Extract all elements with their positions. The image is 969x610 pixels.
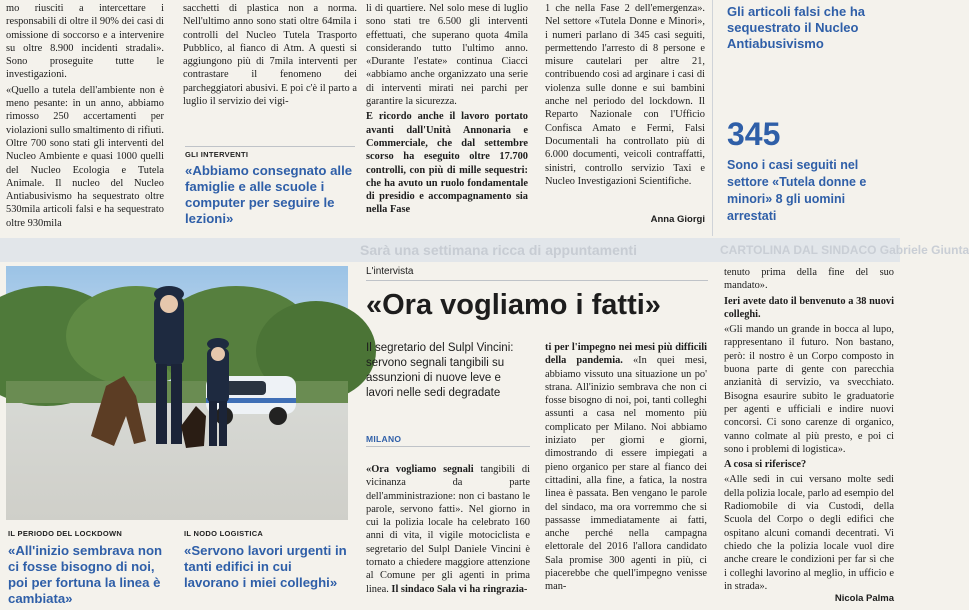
interview-col-b xyxy=(545,341,707,594)
top-col3-para-2: E ricordo anche il lavoro portato avanti dall'Unità Annonaria e Commerciale, che dal settembre scorso ha eseguito oltre 17.700 controlli, con più di mille sequestri: che ha avuto un ruolo fondamentale di presidio e accompagnamento sia nella Fase xyxy=(366,111,528,216)
article-photo xyxy=(6,266,348,520)
location-rule xyxy=(366,446,530,447)
top-col2-rule xyxy=(185,146,355,147)
top-col-3 xyxy=(366,2,528,219)
col-b-body: «In quei mesi, abbiamo vissuto una situazione un po' strana. All'inizio sembrava che non ci fosse bisogno di noi, poi, tanti colleghi assunti a casa nel momento più complicato per Milano. Noi abbiamo iniziato per giorni e giorni, dimostrando di essere impiegati a pieno organico per stare al fianco dei cittadini, alla fine, a fatica, la nostra linea è passata. Ben vengano le parole del sindaco, ma ora vorremmo che si passasse immediatamente ai fatti, anche perché nella campagna elettorale del 2016 l'allora candidato Sala promise 300 agenti in più, ci piacerebbe che quell'impegno venisse man- xyxy=(545,355,707,593)
answer-1: «Gli mando un grande in bocca al lupo, rappresentano il futuro. Non bastano, però: il nostro è un Corpo composto in buona parte di gente con parecchia anzianità di servizio, va svecchiato. Bisogna esaurire subito le graduatorie per agenti e ufficiali e indire nuovi concorsi. Ci sono carenze di organico, vanno colmate al più presto, e poi ci sono i problemi di logistica». xyxy=(724,324,894,455)
stats-box xyxy=(712,0,901,236)
strip-right-text: CARTOLINA DAL SINDACO Gabriele Giunta xyxy=(720,243,969,257)
answer-2: «Alle sedi in cui versano molte sedi della polizia locale, parlo ad esempio del Radiomobile di via Custodi, della Scuola del Corpo o degli edifici che ospitano alcuni comandi decentrati. Vi chiedo che la polizia locale vuol dire anche creare le condizioni per far sì che i colleghi lavorino al meglio, in ufficio e in strada». xyxy=(724,474,894,592)
top-col2-text: sacchetti di plastica non a norma. Nell'ultimo anno sono stati oltre 64mila i controlli del Nucleo Tutela Trasporto Pubblico, al fianco di Atm. A questi si aggiungono più di 7mila interventi per contrastare il fenomeno dei parcheggiatori abusivi. E poi c'è il parto a luglio il servizio dei vigi- xyxy=(183,3,357,108)
stats-box-title: Gli articoli falsi che ha sequestrato il Nucleo Antiabusivismo xyxy=(727,4,865,51)
article-deck: Il segretario del Sulpl Vincini: servono segnali tangibili su assunzioni di nuove leve e lavori nelle sedi degradate xyxy=(366,342,514,399)
col-a-end: Il sindaco Sala vi ha ringrazia- xyxy=(391,583,528,595)
caption-left-pull: «All'inizio sembrava non ci fosse bisogno di noi, poi per fortuna la linea è cambiata» xyxy=(8,543,163,606)
article-kicker: L'intervista xyxy=(366,266,414,277)
top-col-4 xyxy=(545,2,705,190)
top-col3-para-1: li di quartiere. Nel solo mese di luglio sono stati tre 6.500 gli interventi effettuati, che superano quota 4mila considerando tutto l'ultimo anno. «Durante l'estate» continua Ciacci «abbiamo anche organizzato una serie di interventi mirati nei parchi per garantire la sicurezza. xyxy=(366,3,528,108)
col-a-lead: «Ora vogliamo segnali xyxy=(366,464,474,475)
article-location: MILANO xyxy=(366,434,402,444)
caption-left-kicker: IL PERIODO DEL LOCKDOWN xyxy=(8,529,123,538)
caption-mid-kicker: IL NODO LOGISTICA xyxy=(184,529,264,538)
strip-left-text: Sarà una settimana ricca di appuntamenti xyxy=(360,242,637,258)
top-col-1 xyxy=(6,2,164,232)
stats-box-desc: Sono i casi seguiti nel settore «Tutela donne e minori» 8 gli uomini arrestati xyxy=(727,158,867,223)
caption-mid-pull: «Servono lavori urgenti in tanti edifici in cui lavorano i miei colleghi» xyxy=(184,543,347,590)
top-col1-para-2: «Quello a tutela dell'ambiente non è meno pesante: in un anno, abbiamo rimosso 250 accertamenti per violazioni sullo smaltimento di rifiuti. Oltre 700 sono stati gli interventi del Nucleo Ambiente e quasi 1000 quelli del Nucleo Ecologia e Tutela Animale. Il nucleo del Nucleo Antiabusivismo ha sequestrato oltre 530mila articoli falsi e ha sequestrato oltre 930mila xyxy=(6,84,164,229)
top-col2-pull: «Abbiamo consegnato alle famiglie e alle scuole i computer per seguire le lezioni» xyxy=(185,163,353,226)
stats-box-number: 345 xyxy=(727,116,781,152)
photo-scene-icon xyxy=(6,266,348,520)
interview-col-c xyxy=(724,266,894,595)
top-col1-para-1: mo riusciti a intercettare i responsabili di oltre il 90% dei casi di omissione di soccorso e a intervenire su oltre 8.900 incidenti stradali». Sono proseguite tutte le investigazioni. xyxy=(6,3,164,81)
col-c-open: tenuto prima della fine del suo mandato». xyxy=(724,267,894,292)
article-signature: Nicola Palma xyxy=(834,593,894,604)
question-2: A cosa si riferisce? xyxy=(724,459,807,471)
col-a-body: tangibili di vicinanza da parte dell'amministrazione: non ci bastano le parole, servono fatti». Nel giorno in cui la polizia locale ha celebrato 160 anni di vita, il vigile motociclista e segretario del Sulpl Daniele Vincini è tornato a chiedere maggiore attenzione al Comune per gli agenti in prima linea. xyxy=(366,464,530,595)
article-kicker-rule xyxy=(366,280,708,281)
top-signature: Anna Giorgi xyxy=(650,214,705,225)
top-col4-text: 1 che nella Fase 2 dell'emergenza». Nel settore «Tutela Donne e Minori», i numeri parlano di 345 casi seguiti, permettendo l'arresto di 8 persone e misure cautelari per altre 21, contribuendo così ad arginare i casi di violenza sulle donne e sui bambini anche nel periodo del lockdown. Il Reparto Nazionale con l'Ufficio Confisca Amato e Fermi, Falsi Documentali ha controllato più di 6.000 documenti, veicoli contraffatti, sinistri, controllo servizio Taxi e Nucleo Investigazioni Scientifiche. xyxy=(545,3,705,187)
col-b-lead: ti per l'impegno nei mesi più difficili della pandemia. xyxy=(545,342,707,367)
interview-col-a xyxy=(366,463,530,596)
top-col2-kicker: GLI INTERVENTI xyxy=(185,150,249,159)
section-strip xyxy=(0,238,969,262)
article-headline: «Ora vogliamo i fatti» xyxy=(366,289,661,321)
question-1: Ieri avete dato il benvenuto a 38 nuovi colleghi. xyxy=(724,295,894,320)
top-col-2 xyxy=(183,2,357,110)
